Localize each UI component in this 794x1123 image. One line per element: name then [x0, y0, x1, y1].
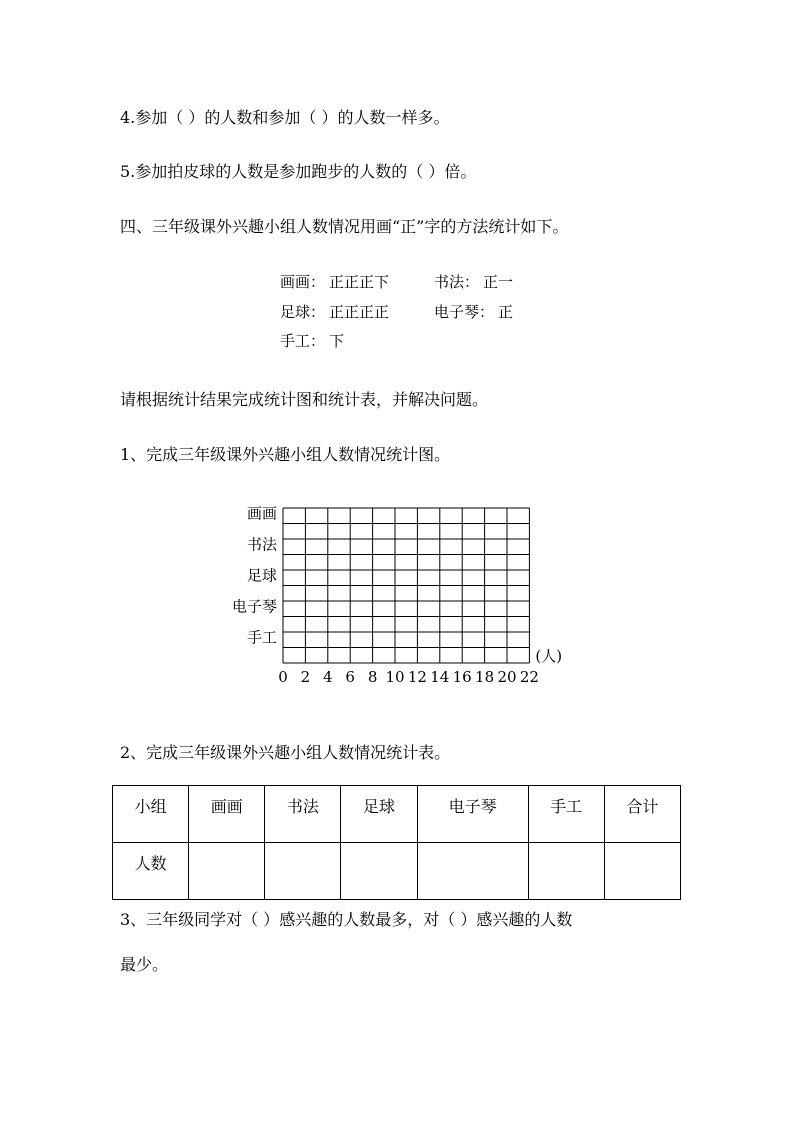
- table-answer-cell[interactable]: [189, 843, 265, 900]
- question-5: 5.参加拍皮球的人数是参加跑步的人数的（ ）倍。: [120, 162, 477, 181]
- x-tick-label: 8: [367, 668, 378, 686]
- question-4: 4.参加（ ）的人数和参加（ ）的人数一样多。: [120, 108, 450, 127]
- x-tick-label: 0: [278, 668, 288, 686]
- tally-label: 足球：: [280, 303, 326, 321]
- table-header-row: [113, 786, 681, 843]
- tally-label: 画画：: [280, 273, 326, 291]
- bar-chart-grid: [200, 500, 580, 710]
- table-answer-cell[interactable]: [604, 843, 680, 900]
- x-axis-unit-label: (人): [535, 647, 563, 665]
- tally-item: [434, 273, 513, 291]
- x-tick-label: 16: [452, 668, 472, 686]
- category-label: 电子琴: [231, 597, 277, 616]
- tally-item: [280, 273, 389, 291]
- tally-marks: 下: [329, 332, 345, 350]
- table-answer-cell[interactable]: [265, 843, 341, 900]
- x-tick-label: 20: [497, 668, 517, 686]
- table-header-cell: 画画: [189, 786, 265, 843]
- task-2: 2、完成三年级课外兴趣小组人数情况统计表。: [120, 743, 451, 762]
- table-answer-cell[interactable]: [528, 843, 604, 900]
- x-tick-label: 14: [430, 668, 450, 686]
- x-tick-label: 2: [300, 668, 311, 686]
- task-1: 1、完成三年级课外兴趣小组人数情况统计图。: [120, 445, 451, 464]
- table-row-label: 人数: [113, 843, 189, 900]
- instruction-text: 请根据统计结果完成统计图和统计表，并解决问题。: [120, 390, 489, 409]
- tally-item: [280, 332, 344, 350]
- category-label: 书法: [246, 535, 277, 554]
- tally-item: [434, 303, 513, 321]
- task-3-line-1: 3、三年级同学对（ ）感兴趣的人数最多，对（ ）感兴趣的人数: [120, 910, 573, 929]
- tally-marks: 正: [498, 303, 514, 321]
- table-header-cell: 电子琴: [417, 786, 528, 843]
- table-header-cell: 足球: [341, 786, 417, 843]
- tally-label: 电子琴：: [434, 303, 495, 321]
- table-answer-cell[interactable]: [417, 843, 528, 900]
- table-header-cell: 书法: [265, 786, 341, 843]
- x-tick-label: 4: [323, 668, 333, 686]
- x-tick-label: 6: [345, 668, 355, 686]
- tally-label: 书法：: [434, 273, 480, 291]
- category-label: 足球: [246, 566, 277, 585]
- task-3-line-2: 最少。: [120, 955, 169, 974]
- tally-marks: 正正正下: [329, 273, 390, 291]
- tally-marks: 正正正正: [329, 303, 390, 321]
- tally-marks: 正一: [483, 273, 514, 291]
- table-answer-cell[interactable]: [341, 843, 417, 900]
- x-tick-label: 10: [385, 668, 405, 686]
- tally-label: 手工：: [280, 332, 326, 350]
- category-label: 画画: [246, 504, 277, 523]
- table-header-cell: 合计: [604, 786, 680, 843]
- category-label: 手工: [246, 628, 277, 647]
- section-4-heading: 四、三年级课外兴趣小组人数情况用画“正”字的方法统计如下。: [120, 217, 569, 236]
- x-tick-label: 18: [475, 668, 495, 686]
- table-header-cell: 手工: [528, 786, 604, 843]
- x-tick-label: 12: [407, 668, 427, 686]
- tally-item: [280, 303, 389, 321]
- table-header-cell: 小组: [113, 786, 189, 843]
- x-tick-label: 22: [519, 668, 539, 686]
- statistics-table: [112, 785, 681, 900]
- table-row: [113, 843, 681, 900]
